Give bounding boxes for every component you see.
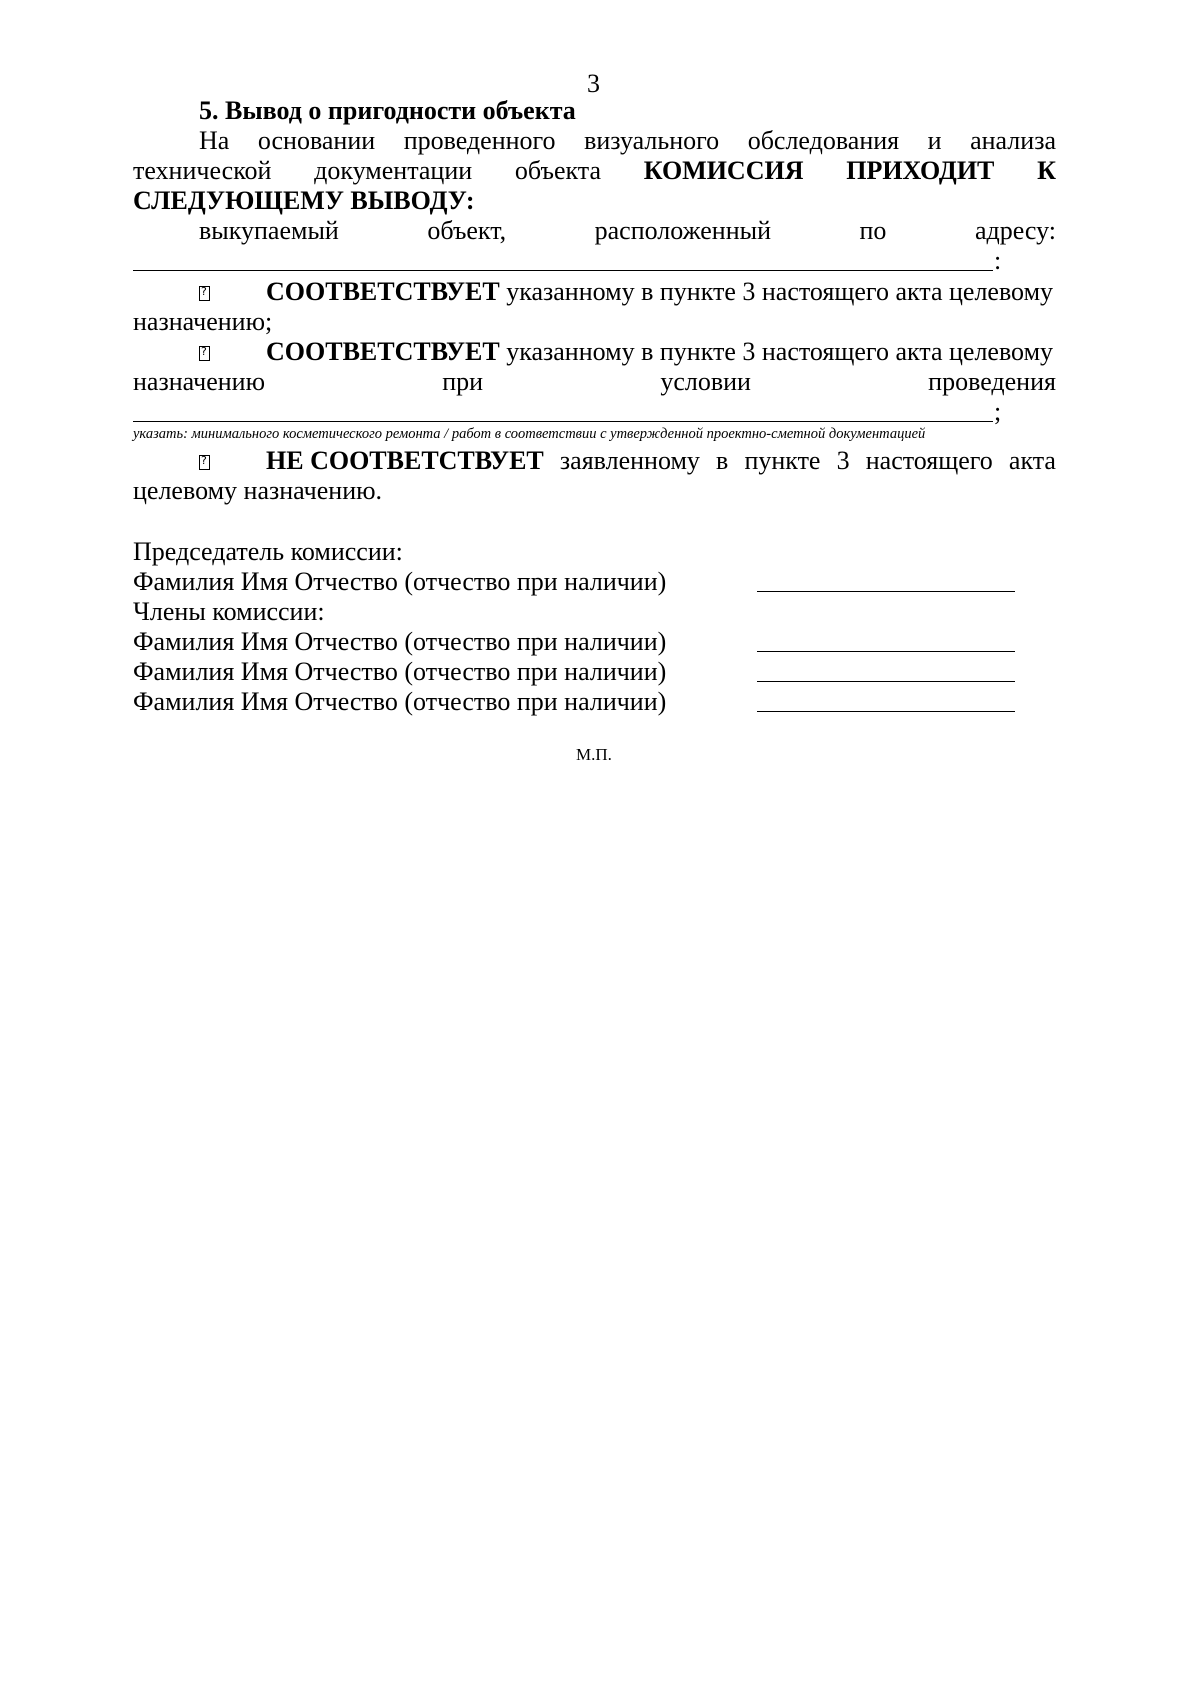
word: На <box>199 126 230 155</box>
condition-semicolon: ; <box>994 397 1002 426</box>
members-label: Члены комиссии: <box>133 597 325 626</box>
option-checkbox-1[interactable] <box>199 276 210 308</box>
chairman-label: Председатель комиссии: <box>133 537 403 566</box>
checkbox-icon <box>199 346 210 361</box>
word: объект, <box>427 216 507 245</box>
stamp-place: М.П. <box>576 745 612 764</box>
option-1-continuation: назначению; <box>133 307 273 336</box>
option-3-line <box>266 445 1056 477</box>
hint-note: указать: минимального косметического ремонта / работ в соответствии с утвержденной проектно-сметной документацией <box>133 426 926 442</box>
option-2-line <box>266 336 1056 368</box>
bold-word: КОМИССИЯ <box>643 156 804 185</box>
word: назначению <box>133 367 266 396</box>
word: анализа <box>970 126 1056 155</box>
condition-blank-line <box>133 421 993 422</box>
bold-word: К <box>1037 156 1056 185</box>
option-1-text: указанному в пункте 3 настоящего акта целевому <box>499 277 1054 306</box>
option-3-continuation: целевому назначению. <box>133 476 383 505</box>
word: технической <box>133 156 272 185</box>
chairman-fio: Фамилия Имя Отчество (отчество при наличии) <box>133 567 667 596</box>
page-number: 3 <box>587 69 600 98</box>
checkbox-icon <box>199 286 210 301</box>
word: выкупаемый <box>199 216 339 245</box>
member-1-fio: Фамилия Имя Отчество (отчество при наличии) <box>133 627 667 656</box>
intro-line-1 <box>199 125 1056 157</box>
address-blank-line <box>133 270 993 271</box>
option-2-text: указанному в пункте 3 настоящего акта целевому <box>499 337 1054 366</box>
word: акта <box>1008 446 1056 475</box>
address-colon: : <box>994 246 1002 275</box>
intro-line-3: СЛЕДУЮЩЕМУ ВЫВОДУ: <box>133 186 475 215</box>
intro-line-2 <box>133 155 1056 187</box>
member-2-signature-line <box>757 681 1015 682</box>
word: при <box>442 367 484 396</box>
option-checkbox-3[interactable] <box>199 445 210 477</box>
option-2-status: СООТВЕТСТВУЕТ <box>266 337 500 366</box>
word: 3 <box>836 446 850 475</box>
word: визуального <box>584 126 720 155</box>
word: заявленному <box>559 446 700 475</box>
word: настоящего <box>865 446 993 475</box>
bold-word: ПРИХОДИТ <box>846 156 995 185</box>
member-3-signature-line <box>757 711 1015 712</box>
word: в <box>716 446 729 475</box>
member-3-fio: Фамилия Имя Отчество (отчество при наличии) <box>133 687 667 716</box>
word: по <box>859 216 887 245</box>
word: объекта <box>514 156 601 185</box>
option-1-status: СООТВЕТСТВУЕТ <box>266 277 500 306</box>
word: расположенный <box>594 216 771 245</box>
member-2-fio: Фамилия Имя Отчество (отчество при наличии) <box>133 657 667 686</box>
checkbox-icon <box>199 455 210 470</box>
word: и <box>927 126 942 155</box>
option-1-line <box>266 276 1056 308</box>
word: проведенного <box>403 126 556 155</box>
word: проведения <box>928 367 1056 396</box>
object-line <box>199 215 1056 247</box>
section-title: 5. Вывод о пригодности объекта <box>199 96 576 125</box>
word: пункте <box>744 446 821 475</box>
option-2-continuation <box>133 366 1056 398</box>
member-1-signature-line <box>757 651 1015 652</box>
option-checkbox-2[interactable] <box>199 336 210 368</box>
word: обследования <box>747 126 900 155</box>
chairman-signature-line <box>757 591 1015 592</box>
option-3-status: НЕ СООТВЕТСТВУЕТ <box>266 446 544 475</box>
word: адресу: <box>974 216 1056 245</box>
word: документации <box>314 156 473 185</box>
word: основании <box>257 126 376 155</box>
word: условии <box>660 367 751 396</box>
